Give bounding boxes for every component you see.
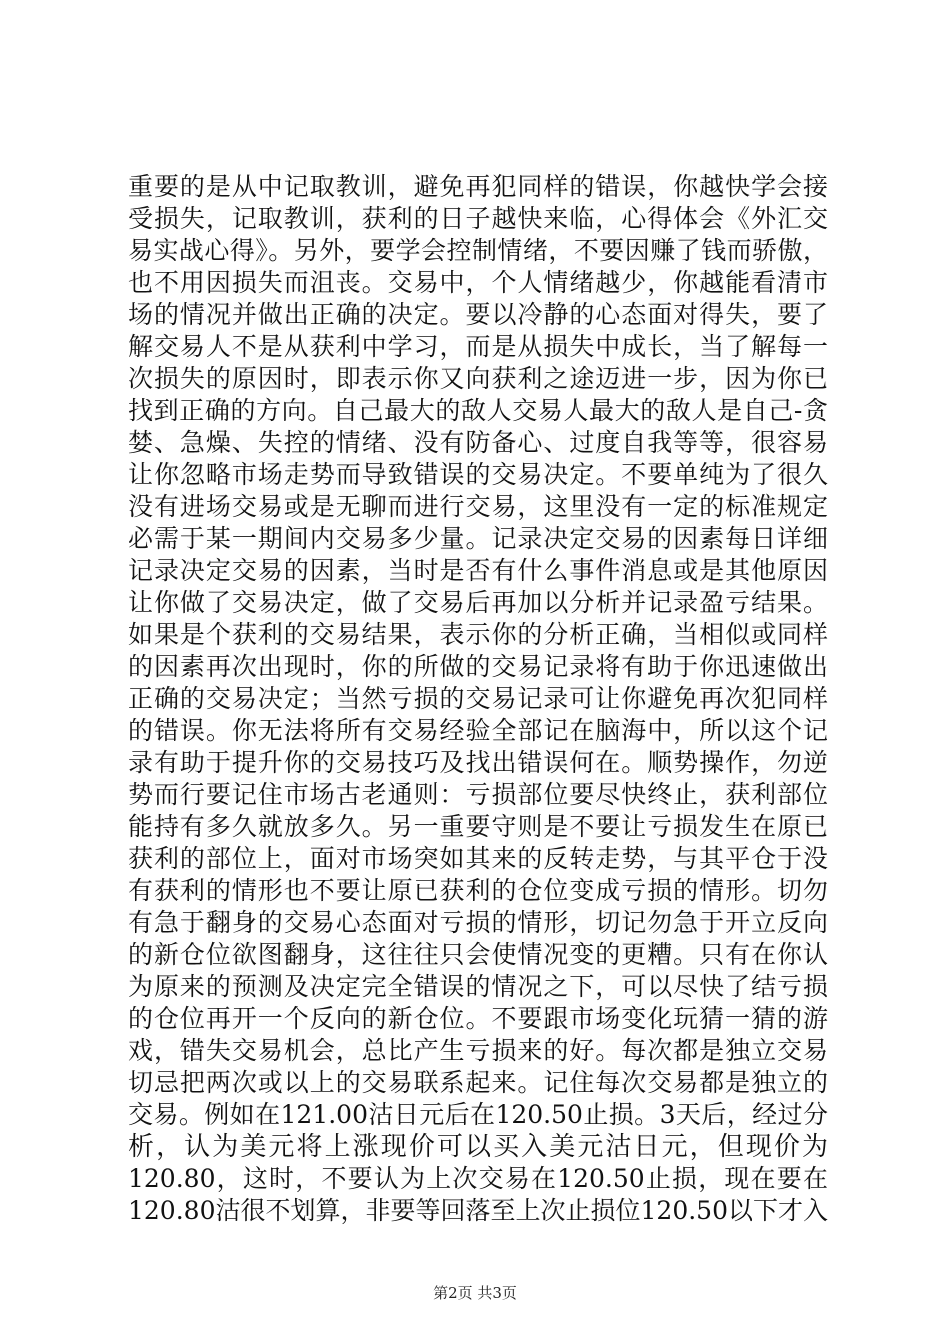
text-line: 必需于某一期间内交易多少量。记录决定交易的因素每日详细 — [128, 524, 828, 553]
text-line: 的因素再次出现时，你的所做的交易记录将有助于你迅速做出 — [128, 652, 828, 681]
text-line: 的仓位再开一个反向的新仓位。不要跟市场变化玩猜一猜的游 — [128, 1004, 828, 1033]
text-line: 有获利的情形也不要让原已获利的仓位变成亏损的情形。切勿 — [128, 876, 828, 905]
text-line: 受损失，记取教训，获利的日子越快来临，心得体会《外汇交 — [128, 204, 828, 233]
text-line: 的新仓位欲图翻身，这往往只会使情况变的更糟。只有在你认 — [128, 940, 828, 969]
text-line: 获利的部位上，面对市场突如其来的反转走势，与其平仓于没 — [128, 844, 828, 873]
text-line: 交易。例如在121.00沽日元后在120.50止损。3天后，经过分 — [128, 1100, 828, 1129]
text-line: 找到正确的方向。自己最大的敌人交易人最大的敌人是自己-贪 — [128, 396, 828, 425]
text-line: 记录决定交易的因素，当时是否有什么事件消息或是其他原因 — [128, 556, 828, 585]
text-line: 如果是个获利的交易结果，表示你的分析正确，当相似或同样 — [128, 620, 828, 649]
text-line: 易实战心得》。另外，要学会控制情绪，不要因赚了钱而骄傲， — [128, 236, 828, 265]
text-line: 析，认为美元将上涨现价可以买入美元沽日元，但现价为 — [128, 1132, 828, 1162]
text-line: 120.80，这时，不要认为上次交易在120.50止损，现在要在 — [128, 1164, 828, 1193]
text-line: 婪、急燥、失控的情绪、没有防备心、过度自我等等，很容易 — [128, 428, 828, 457]
text-line: 有急于翻身的交易心态面对亏损的情形，切记勿急于开立反向 — [128, 908, 828, 937]
text-line: 120.80沽很不划算，非要等回落至上次止损位120.50以下才入 — [128, 1196, 828, 1225]
text-line: 正确的交易决定；当然亏损的交易记录可让你避免再次犯同样 — [128, 684, 828, 713]
text-line: 没有进场交易或是无聊而进行交易，这里没有一定的标准规定 — [128, 492, 828, 521]
text-line: 切忌把两次或以上的交易联系起来。记住每次交易都是独立的 — [128, 1068, 828, 1097]
text-line: 场的情况并做出正确的决定。要以冷静的心态面对得失，要了 — [128, 300, 828, 329]
body-text — [128, 171, 828, 1227]
text-line: 次损失的原因时，即表示你又向获利之途迈进一步，因为你已 — [128, 364, 828, 393]
text-line: 重要的是从中记取教训，避免再犯同样的错误，你越快学会接 — [128, 172, 828, 201]
text-line: 让你忽略市场走势而导致错误的交易决定。不要单纯为了很久 — [128, 460, 828, 489]
text-line: 也不用因损失而沮丧。交易中，个人情绪越少，你越能看清市 — [128, 268, 828, 297]
text-line: 的错误。你无法将所有交易经验全部记在脑海中，所以这个记 — [128, 716, 828, 745]
text-line: 让你做了交易决定，做了交易后再加以分析并记录盈亏结果。 — [128, 588, 828, 617]
text-line: 能持有多久就放多久。另一重要守则是不要让亏损发生在原已 — [128, 812, 828, 841]
text-line: 录有助于提升你的交易技巧及找出错误何在。顺势操作，勿逆 — [128, 748, 828, 777]
text-line: 为原来的预测及决定完全错误的情况之下，可以尽快了结亏损 — [128, 972, 828, 1001]
text-line: 戏，错失交易机会，总比产生亏损来的好。每次都是独立交易 — [128, 1036, 828, 1065]
text-line: 势而行要记住市场古老通则：亏损部位要尽快终止，获利部位 — [128, 780, 828, 809]
text-line: 解交易人不是从获利中学习，而是从损失中成长，当了解每一 — [128, 332, 828, 361]
page-number-footer: 第2页 共3页 — [433, 1284, 517, 1302]
